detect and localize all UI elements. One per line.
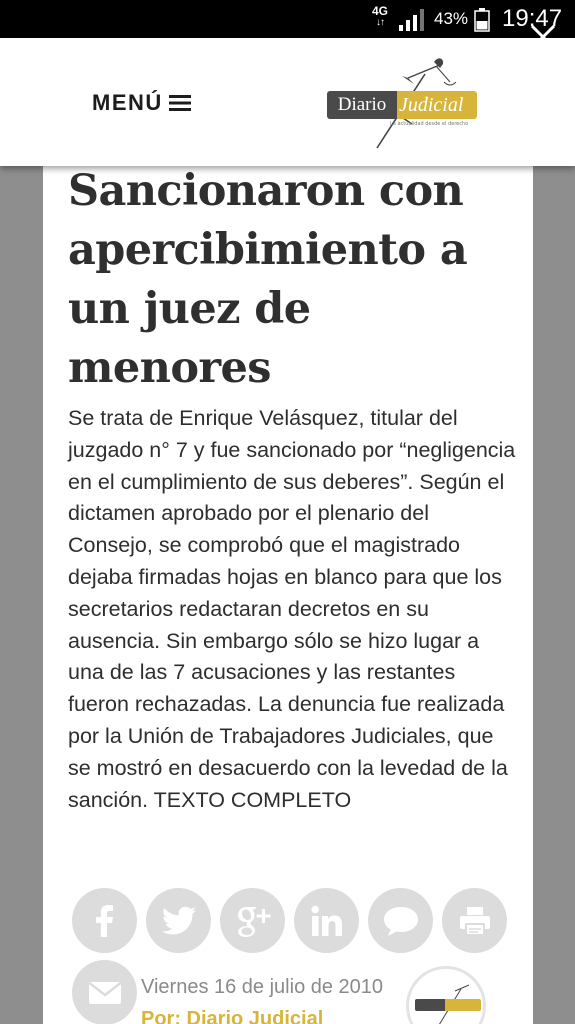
article-card: [43, 150, 533, 1024]
share-facebook-button[interactable]: [72, 888, 137, 953]
share-google-plus-button[interactable]: [220, 888, 285, 953]
network-type: 4G: [371, 4, 388, 18]
signal-icon: [398, 8, 426, 32]
twitter-icon: [161, 906, 197, 936]
print-button[interactable]: [442, 888, 507, 953]
comment-button[interactable]: [368, 888, 433, 953]
logo-word-judicial: Judicial: [397, 91, 477, 119]
publish-date: Viernes 16 de julio de 2010: [141, 976, 384, 998]
author-byline[interactable]: Por: Diario Judicial: [141, 1008, 324, 1024]
comment-icon: [382, 905, 420, 937]
print-icon: [458, 905, 492, 937]
linkedin-icon: [311, 905, 343, 937]
hamburger-icon: [169, 94, 191, 112]
site-logo[interactable]: [322, 52, 482, 152]
email-icon: [88, 980, 122, 1006]
status-bar: [0, 0, 575, 38]
scales-of-justice-icon: [409, 969, 486, 1024]
facebook-icon: [88, 904, 122, 938]
article-summary: Se trata de Enrique Velásquez, titular del juzgado n° 7 y fue sancionado por “negligencia en el cumplimiento de sus deberes”. Según el dictamen aprobado por el plenario del Consejo, se comprobó que el magistrado dejaba firmadas hojas en blanco para que los secretarios redactaran decretos en su ausencia. Sin embargo sólo se hizo lugar a una de las 7 acusaciones y las restantes fueron rechazadas. La denuncia fue realizada por la Unión de Trabajadores Judiciales, que se mostró en desacuerdo con la levedad de la sanción. TEXTO COMPLETO: [68, 406, 516, 812]
share-email-button[interactable]: [72, 960, 137, 1024]
battery-percent: 43%: [434, 9, 469, 28]
menu-button[interactable]: [92, 88, 191, 118]
author-avatar[interactable]: [406, 966, 486, 1024]
clock: 19:47: [502, 5, 563, 32]
close-icon[interactable]: [526, 20, 560, 54]
article-title: Sancionaron con apercibimiento a un juez de menores: [68, 166, 468, 393]
share-twitter-button[interactable]: [146, 888, 211, 953]
logo-tagline: La actualidad desde el derecho: [390, 121, 469, 127]
site-header: [0, 38, 575, 166]
battery-icon: [474, 8, 490, 32]
share-buttons: [72, 888, 512, 954]
logo-banner: [327, 91, 477, 119]
share-linkedin-button[interactable]: [294, 888, 359, 953]
google-plus-icon: [235, 903, 271, 939]
network-indicator: [369, 5, 391, 33]
data-arrows-icon: ↓↑: [376, 17, 384, 28]
menu-label: MENÚ: [92, 90, 163, 115]
logo-word-diario: Diario: [327, 91, 397, 119]
mini-logo-banner: [415, 999, 481, 1011]
